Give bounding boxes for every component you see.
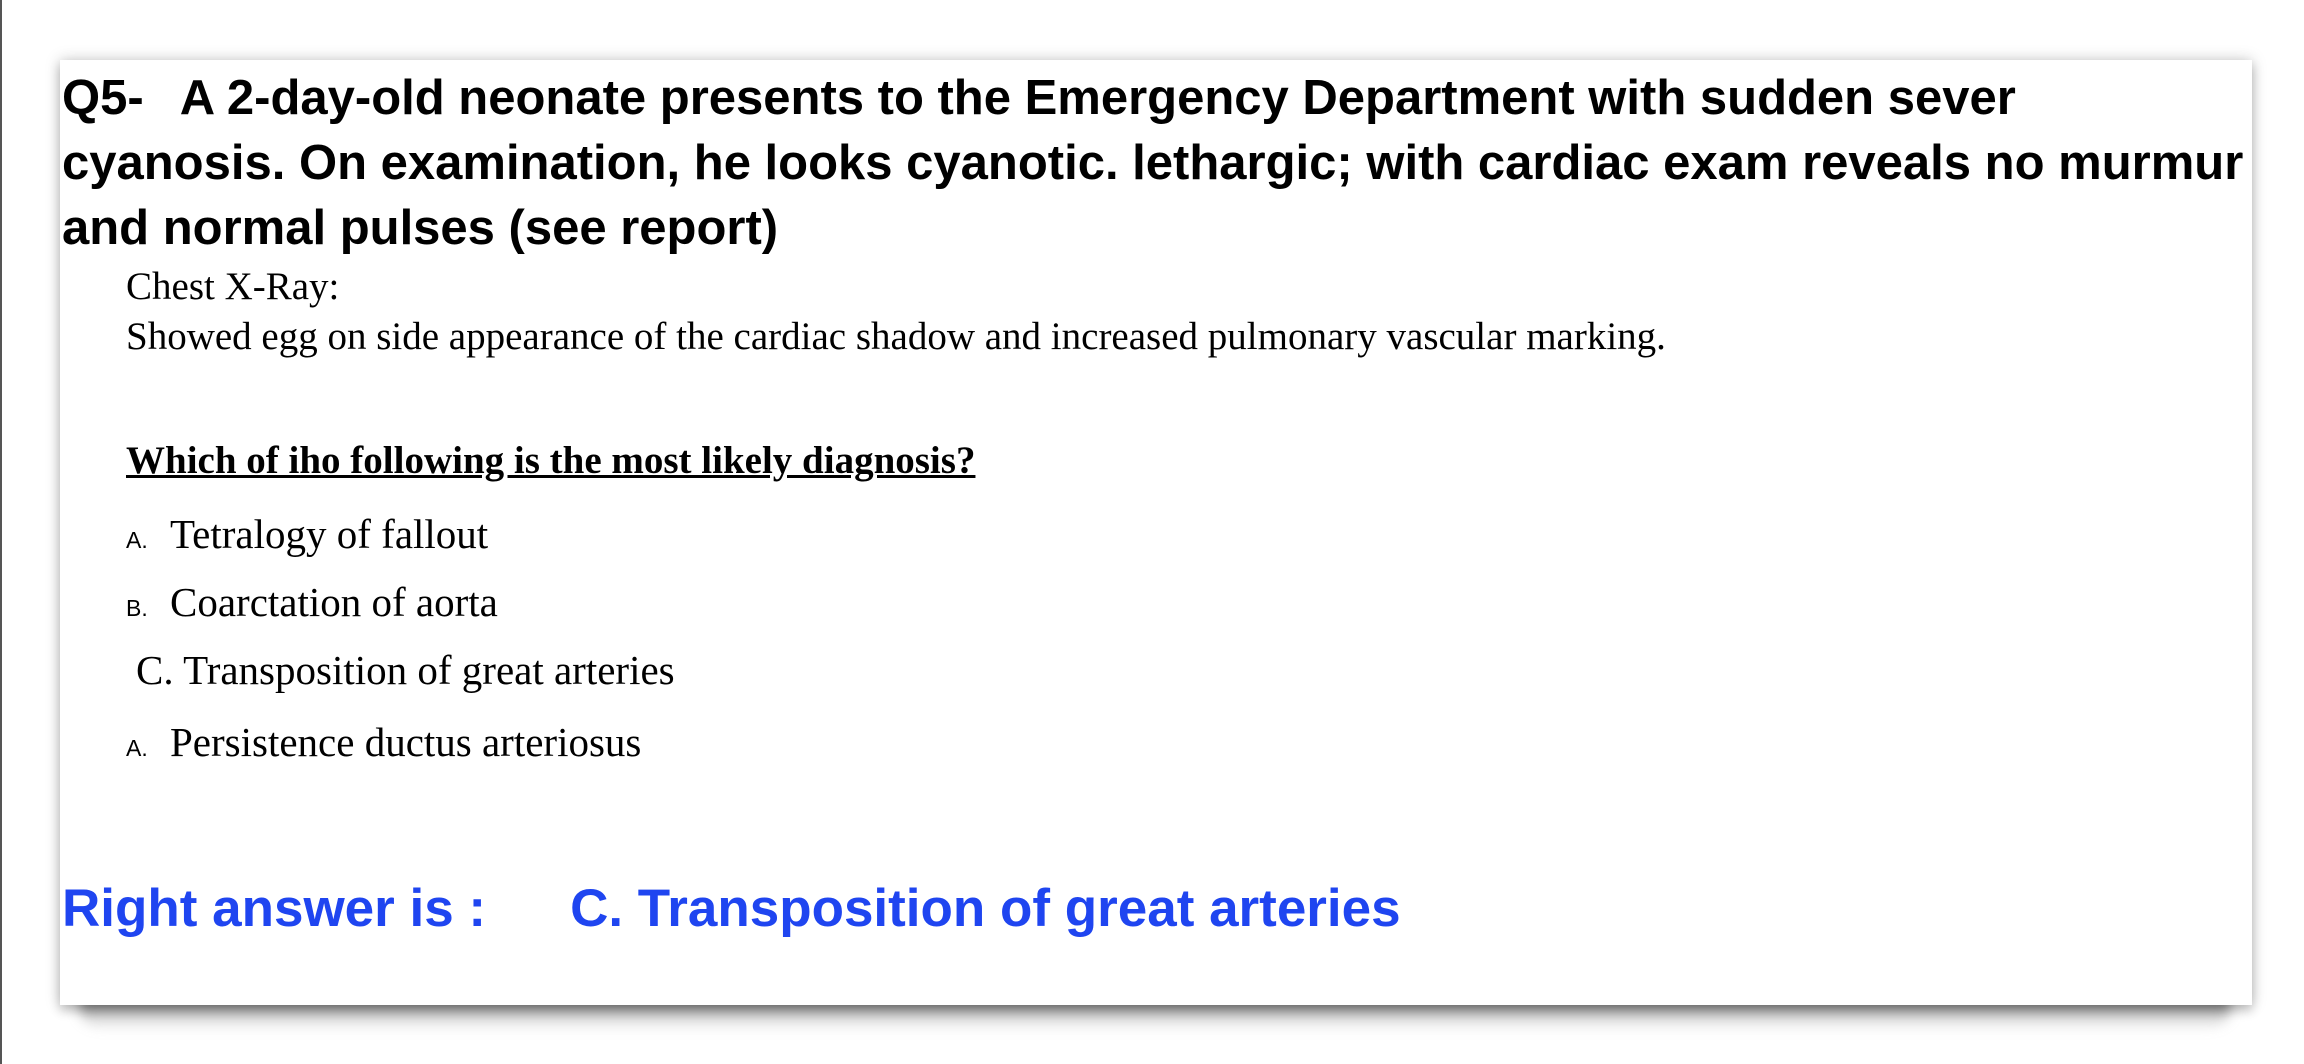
option-text: Persistence ductus arteriosus [170, 719, 642, 765]
question-number: Q5- [62, 71, 144, 125]
option-a[interactable] [126, 508, 488, 566]
right-answer [62, 876, 1401, 942]
question-card [60, 60, 2252, 1005]
question-prompt: Which of iho following is the most likely diagnosis? [126, 439, 976, 482]
report-heading: Chest X-Ray: [126, 265, 340, 308]
option-text: Tetralogy of fallout [170, 511, 489, 557]
option-c[interactable] [136, 644, 675, 696]
option-text: Coarctation of aorta [170, 579, 498, 625]
option-letter: B. [126, 595, 148, 621]
option-letter: A. [126, 735, 148, 761]
option-text: C. Transposition of great arteries [136, 647, 675, 693]
chest-xray-report [126, 262, 1726, 362]
option-letter: A. [126, 527, 148, 553]
option-d[interactable] [126, 716, 641, 774]
question-title [62, 66, 2247, 261]
report-finding: Showed egg on side appearance of the cardiac shadow and increased pulmonary vascular marking. [126, 315, 1666, 358]
option-b[interactable] [126, 576, 498, 634]
question-stem: A 2-day-old neonate presents to the Emergency Department with sudden sever cyanosis. On examination, he looks cyanotic. lethargic; with cardiac exam reveals no murmur and normal pulses (see report) [62, 71, 2244, 255]
left-border [0, 0, 2, 1064]
answer-label: Right answer is : [62, 879, 487, 938]
answer-value: C. Transposition of great arteries [570, 879, 1401, 938]
